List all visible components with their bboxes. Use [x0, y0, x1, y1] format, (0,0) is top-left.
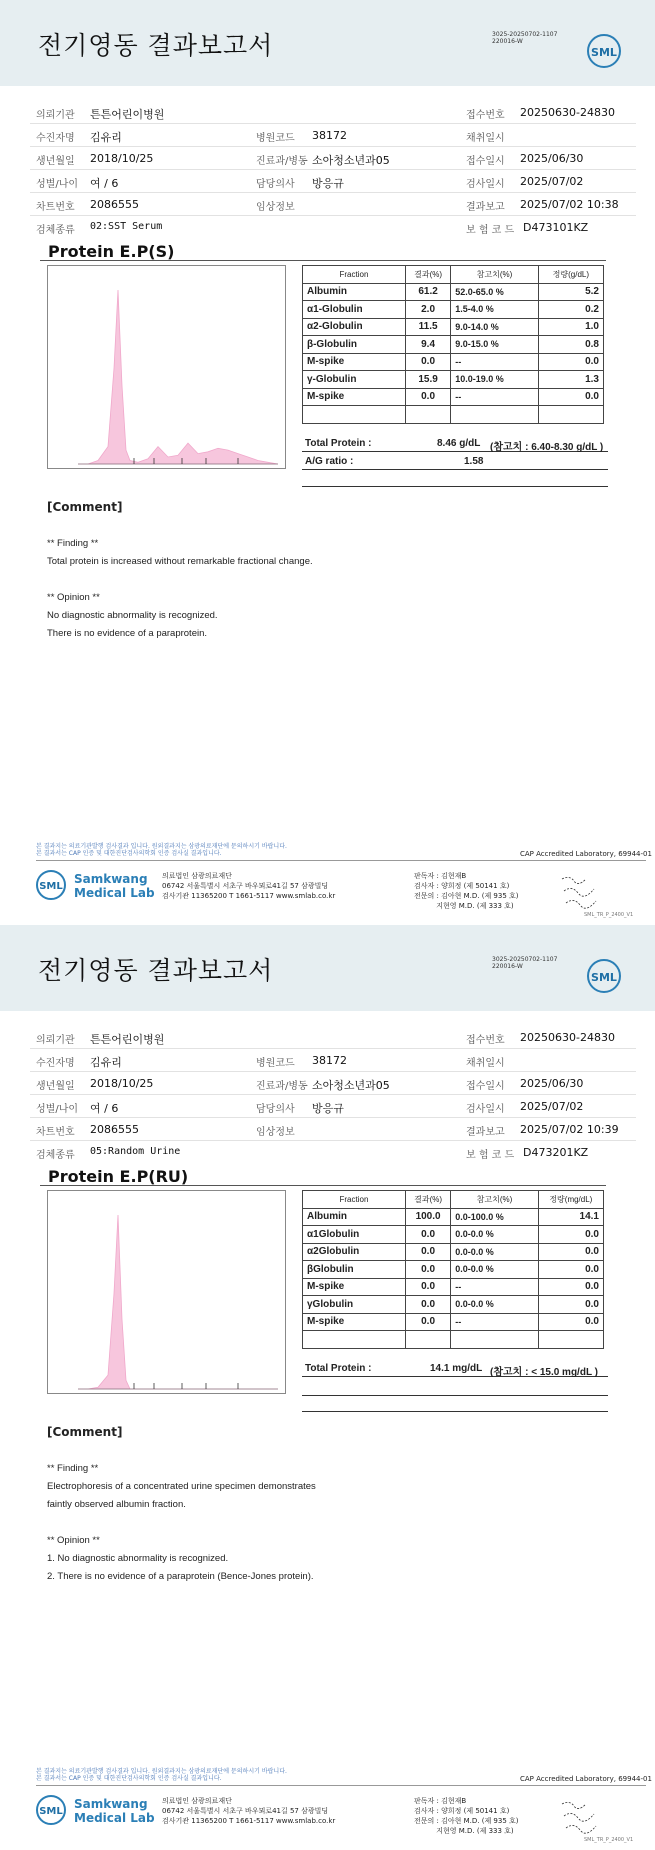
cell-fraction: M-spike [303, 353, 406, 371]
footer [0, 1768, 655, 1850]
cell-fraction: α1-Globulin [303, 301, 406, 319]
finding-line: faintly observed albumin fraction. [47, 1499, 186, 1510]
footer [0, 843, 655, 925]
cell-quant: 1.3 [538, 371, 603, 389]
cell-fraction: Albumin [303, 283, 406, 301]
cell-quant: 0.0 [538, 1296, 603, 1314]
hospital-code: 38172 [312, 129, 347, 142]
institution: 튼튼어린이병원 [90, 1033, 165, 1046]
protein-curve [78, 290, 278, 464]
cell-ref: 9.0-14.0 % [451, 318, 538, 336]
table-header-row: Fraction 결과(%) 참고치(%) 정량(g/dL) [303, 266, 604, 284]
receipt-no: 20250630-24830 [520, 1031, 615, 1044]
cell-quant: 14.1 [538, 1208, 603, 1226]
cell-quant: 0.2 [538, 301, 603, 319]
comment-title: [Comment] [47, 500, 123, 514]
cell-result: 9.4 [405, 336, 450, 354]
opinion-line: There is no evidence of a paraprotein. [47, 628, 208, 639]
results-table [302, 1190, 604, 1349]
divider [36, 1785, 646, 1786]
brand-name: Samkwang Medical Lab [74, 872, 155, 900]
ag-ratio: A/G ratio : 1.58 [302, 455, 608, 470]
sml-logo-icon: SML [587, 34, 621, 68]
cell-ref: -- [451, 388, 538, 406]
info-row: 생년월일 2018/10/25 진료과/병동 소아청소년과05 접수일시 2025/06/30 [30, 1072, 636, 1095]
cell-quant: 0.0 [538, 353, 603, 371]
table-row [303, 301, 604, 319]
table-row [303, 406, 604, 424]
dept: 소아청소년과05 [312, 1079, 390, 1092]
report-title: 전기영동 결과보고서 [38, 956, 274, 985]
patient-info [30, 101, 636, 238]
table-row [303, 353, 604, 371]
receipt-date: 2025/06/30 [520, 152, 584, 165]
panel-title: Protein E.P(RU) [48, 1167, 189, 1186]
cell-result: 0.0 [405, 1261, 450, 1279]
sex-age: 여 / 6 [90, 177, 119, 190]
cell-ref: 1.5-4.0 % [451, 301, 538, 319]
cell-result: 0.0 [405, 1296, 450, 1314]
opinion-title: ** Opinion ** [47, 592, 100, 603]
chart-no: 2086555 [90, 198, 139, 211]
electrophoresis-chart [48, 266, 285, 468]
cell-fraction [303, 1331, 406, 1349]
hospital-code: 38172 [312, 1054, 347, 1067]
cell-fraction: βGlobulin [303, 1261, 406, 1279]
table-row [303, 283, 604, 301]
divider [302, 1395, 608, 1396]
divider [302, 486, 608, 487]
opinion-line: No diagnostic abnormality is recognized. [47, 610, 218, 621]
total-protein-ref: (참고치 : < 15.0 mg/dL ) [490, 1367, 598, 1378]
dob: 2018/10/25 [90, 1077, 154, 1090]
opinion-line: 1. No diagnostic abnormality is recognized. [47, 1553, 229, 1564]
test-date: 2025/07/02 [520, 1100, 584, 1113]
cell-ref [451, 1331, 538, 1349]
electrophoresis-graph [47, 1190, 286, 1394]
results-table [302, 265, 604, 424]
signature-icon [560, 873, 600, 909]
cell-quant: 0.0 [538, 1243, 603, 1261]
cell-result: 15.9 [405, 371, 450, 389]
cell-quant: 0.0 [538, 1261, 603, 1279]
cell-result [405, 406, 450, 424]
form-code: SML_TR_P_2400_V1 [584, 912, 634, 918]
barcode: D473101KZ [523, 221, 589, 234]
finding-line: Electrophoresis of a concentrated urine specimen demonstrates [47, 1481, 316, 1492]
ag-ratio-value: 1.58 [464, 456, 484, 467]
lab-staff: 판독자 : 김현재B 검사자 : 양희정 (제 50141 호) 전문의 : 김아현 M.D. (제 935 호) 지현영 M.D. (제 333 호) [414, 872, 519, 910]
cell-ref: 0.0-0.0 % [451, 1243, 538, 1261]
footer-note: 본 결과지는 의료기관발행 검사결과 입니다. 원외결과지는 삼광의료재단에 문의하시기 바랍니다. 본 결과서는 CAP 인증 및 대한진단검사의학회 인증 검사실 결과입니다. [36, 1768, 287, 1782]
result-report: 2025/07/02 10:39 [520, 1123, 619, 1136]
protein-curve [78, 1215, 278, 1389]
info-row: 검체종류 02:SST Serum 보 험 코 드 D473101KZ [36, 221, 589, 236]
finding-title: ** Finding ** [47, 1463, 99, 1474]
table-row [303, 1261, 604, 1279]
cell-fraction: β-Globulin [303, 336, 406, 354]
cell-result: 0.0 [405, 1313, 450, 1331]
signature-icon [560, 1798, 600, 1834]
table-row [303, 1331, 604, 1349]
report-id: 3025-20250702-1107 220016-W [492, 956, 558, 970]
report-page-2 [0, 925, 655, 1850]
total-protein: Total Protein : 8.46 g/dL (참고치 : 6.40-8.30 g/dL ) [302, 436, 608, 452]
info-row: 성별/나이 여 / 6 담당의사 방응규 검사일시 2025/07/02 [30, 170, 636, 193]
table-row [303, 1243, 604, 1261]
lab-address: 의료법인 삼광의료재단 06742 서울특별시 서초구 바우뫼로41길 57 삼광빌딩 검사기관 11365200 T 1661-5117 www.smlab.co.kr [162, 1797, 336, 1825]
cell-quant: 1.0 [538, 318, 603, 336]
cell-ref: 0.0-0.0 % [451, 1296, 538, 1314]
comment-title: [Comment] [47, 1425, 123, 1439]
cell-result: 100.0 [405, 1208, 450, 1226]
info-row: 수진자명 김유리 병원코드 38172 채취일시 [30, 124, 636, 147]
table-header-row: Fraction 결과(%) 참고치(%) 정량(mg/dL) [303, 1191, 604, 1209]
cell-result: 0.0 [405, 1243, 450, 1261]
lab-staff: 판독자 : 김현재B 검사자 : 양희정 (제 50141 호) 전문의 : 김아현 M.D. (제 935 호) 지현영 M.D. (제 333 호) [414, 1797, 519, 1835]
form-code: SML_TR_P_2400_V1 [584, 1837, 634, 1843]
table-row [303, 1313, 604, 1331]
opinion-title: ** Opinion ** [47, 1535, 100, 1546]
sex-age: 여 / 6 [90, 1102, 119, 1115]
cell-result: 61.2 [405, 283, 450, 301]
table-row [303, 336, 604, 354]
info-row: 수진자명 김유리 병원코드 38172 채취일시 [30, 1049, 636, 1072]
cell-ref: -- [451, 1313, 538, 1331]
table-row [303, 371, 604, 389]
sml-footer-logo-icon: SML [36, 1795, 66, 1825]
chart-no: 2086555 [90, 1123, 139, 1136]
total-protein-ref: (참고치 : 6.40-8.30 g/dL ) [490, 442, 604, 453]
cell-result: 0.0 [405, 353, 450, 371]
report-id: 3025-20250702-1107 220016-W [492, 31, 558, 45]
total-protein-value: 8.46 g/dL [437, 438, 481, 449]
cell-quant: 0.0 [538, 388, 603, 406]
info-row: 차트번호 2086555 임상정보 결과보고 2025/07/02 10:38 [30, 193, 636, 216]
finding-title: ** Finding ** [47, 538, 99, 549]
info-row: 의뢰기관 튼튼어린이병원 접수번호 20250630-24830 [30, 1026, 636, 1049]
electrophoresis-graph [47, 265, 286, 469]
cap-accreditation: CAP Accredited Laboratory, 69944-01 [520, 850, 652, 858]
cell-ref: 10.0-19.0 % [451, 371, 538, 389]
finding-line: Total protein is increased without remarkable fractional change. [47, 556, 313, 567]
cell-ref [451, 406, 538, 424]
total-protein-value: 14.1 mg/dL [430, 1363, 483, 1374]
divider [40, 260, 606, 261]
cell-result [405, 1331, 450, 1349]
cell-fraction: α1Globulin [303, 1226, 406, 1244]
patient-name: 김유리 [90, 1056, 122, 1069]
cell-result: 0.0 [405, 1226, 450, 1244]
test-date: 2025/07/02 [520, 175, 584, 188]
report-header [0, 0, 655, 86]
doctor: 방응규 [312, 1102, 344, 1115]
cell-ref: 0.0-0.0 % [451, 1261, 538, 1279]
cell-ref: 0.0-100.0 % [451, 1208, 538, 1226]
footer-note: 본 결과지는 의료기관발행 검사결과 입니다. 원외결과지는 삼광의료재단에 문의하시기 바랍니다. 본 결과서는 CAP 인증 및 대한진단검사의학회 인증 검사실 결과입니다. [36, 843, 287, 857]
cell-ref: -- [451, 1278, 538, 1296]
specimen: 05:Random Urine [90, 1146, 181, 1157]
cell-ref: 9.0-15.0 % [451, 336, 538, 354]
cell-quant: 0.0 [538, 1313, 603, 1331]
patient-info [30, 1026, 636, 1163]
cell-result: 0.0 [405, 388, 450, 406]
cell-ref: 0.0-0.0 % [451, 1226, 538, 1244]
info-row: 생년월일 2018/10/25 진료과/병동 소아청소년과05 접수일시 2025/06/30 [30, 147, 636, 170]
cell-ref: -- [451, 353, 538, 371]
cell-quant: 0.8 [538, 336, 603, 354]
patient-name: 김유리 [90, 131, 122, 144]
total-protein: Total Protein : 14.1 mg/dL (참고치 : < 15.0 mg/dL ) [302, 1361, 608, 1377]
result-report: 2025/07/02 10:38 [520, 198, 619, 211]
divider [302, 1411, 608, 1412]
table-row [303, 1226, 604, 1244]
specimen: 02:SST Serum [90, 221, 163, 232]
cell-result: 11.5 [405, 318, 450, 336]
cell-fraction [303, 406, 406, 424]
cell-quant: 5.2 [538, 283, 603, 301]
cell-fraction: M-spike [303, 388, 406, 406]
divider [36, 860, 646, 861]
cell-fraction: M-spike [303, 1313, 406, 1331]
table-row [303, 318, 604, 336]
receipt-no: 20250630-24830 [520, 106, 615, 119]
table-row [303, 1278, 604, 1296]
table-row [303, 1208, 604, 1226]
dob: 2018/10/25 [90, 152, 154, 165]
info-row: 의뢰기관 튼튼어린이병원 접수번호 20250630-24830 [30, 101, 636, 124]
cell-fraction: M-spike [303, 1278, 406, 1296]
cell-fraction: Albumin [303, 1208, 406, 1226]
report-title: 전기영동 결과보고서 [38, 31, 274, 60]
lab-address: 의료법인 삼광의료재단 06742 서울특별시 서초구 바우뫼로41길 57 삼광빌딩 검사기관 11365200 T 1661-5117 www.smlab.co.kr [162, 872, 336, 900]
cell-fraction: α2-Globulin [303, 318, 406, 336]
divider [40, 1185, 606, 1186]
cell-quant: 0.0 [538, 1278, 603, 1296]
table-row [303, 388, 604, 406]
info-row: 차트번호 2086555 임상정보 결과보고 2025/07/02 10:39 [30, 1118, 636, 1141]
receipt-date: 2025/06/30 [520, 1077, 584, 1090]
sml-footer-logo-icon: SML [36, 870, 66, 900]
cell-quant [538, 406, 603, 424]
electrophoresis-chart [48, 1191, 285, 1393]
cell-result: 2.0 [405, 301, 450, 319]
brand-name: Samkwang Medical Lab [74, 1797, 155, 1825]
cell-fraction: α2Globulin [303, 1243, 406, 1261]
barcode: D473201KZ [523, 1146, 589, 1159]
cell-result: 0.0 [405, 1278, 450, 1296]
table-row [303, 1296, 604, 1314]
cell-quant [538, 1331, 603, 1349]
cell-fraction: γGlobulin [303, 1296, 406, 1314]
institution: 튼튼어린이병원 [90, 108, 165, 121]
opinion-line: 2. There is no evidence of a paraprotein (Bence-Jones protein). [47, 1571, 314, 1582]
doctor: 방응규 [312, 177, 344, 190]
info-row: 검체종류 05:Random Urine 보 험 코 드 D473201KZ [36, 1146, 589, 1161]
dept: 소아청소년과05 [312, 154, 390, 167]
panel-title: Protein E.P(S) [48, 242, 175, 261]
cell-ref: 52.0-65.0 % [451, 283, 538, 301]
cell-fraction: γ-Globulin [303, 371, 406, 389]
cap-accreditation: CAP Accredited Laboratory, 69944-01 [520, 1775, 652, 1783]
cell-quant: 0.0 [538, 1226, 603, 1244]
info-row: 성별/나이 여 / 6 담당의사 방응규 검사일시 2025/07/02 [30, 1095, 636, 1118]
sml-logo-icon: SML [587, 959, 621, 993]
report-header [0, 925, 655, 1011]
